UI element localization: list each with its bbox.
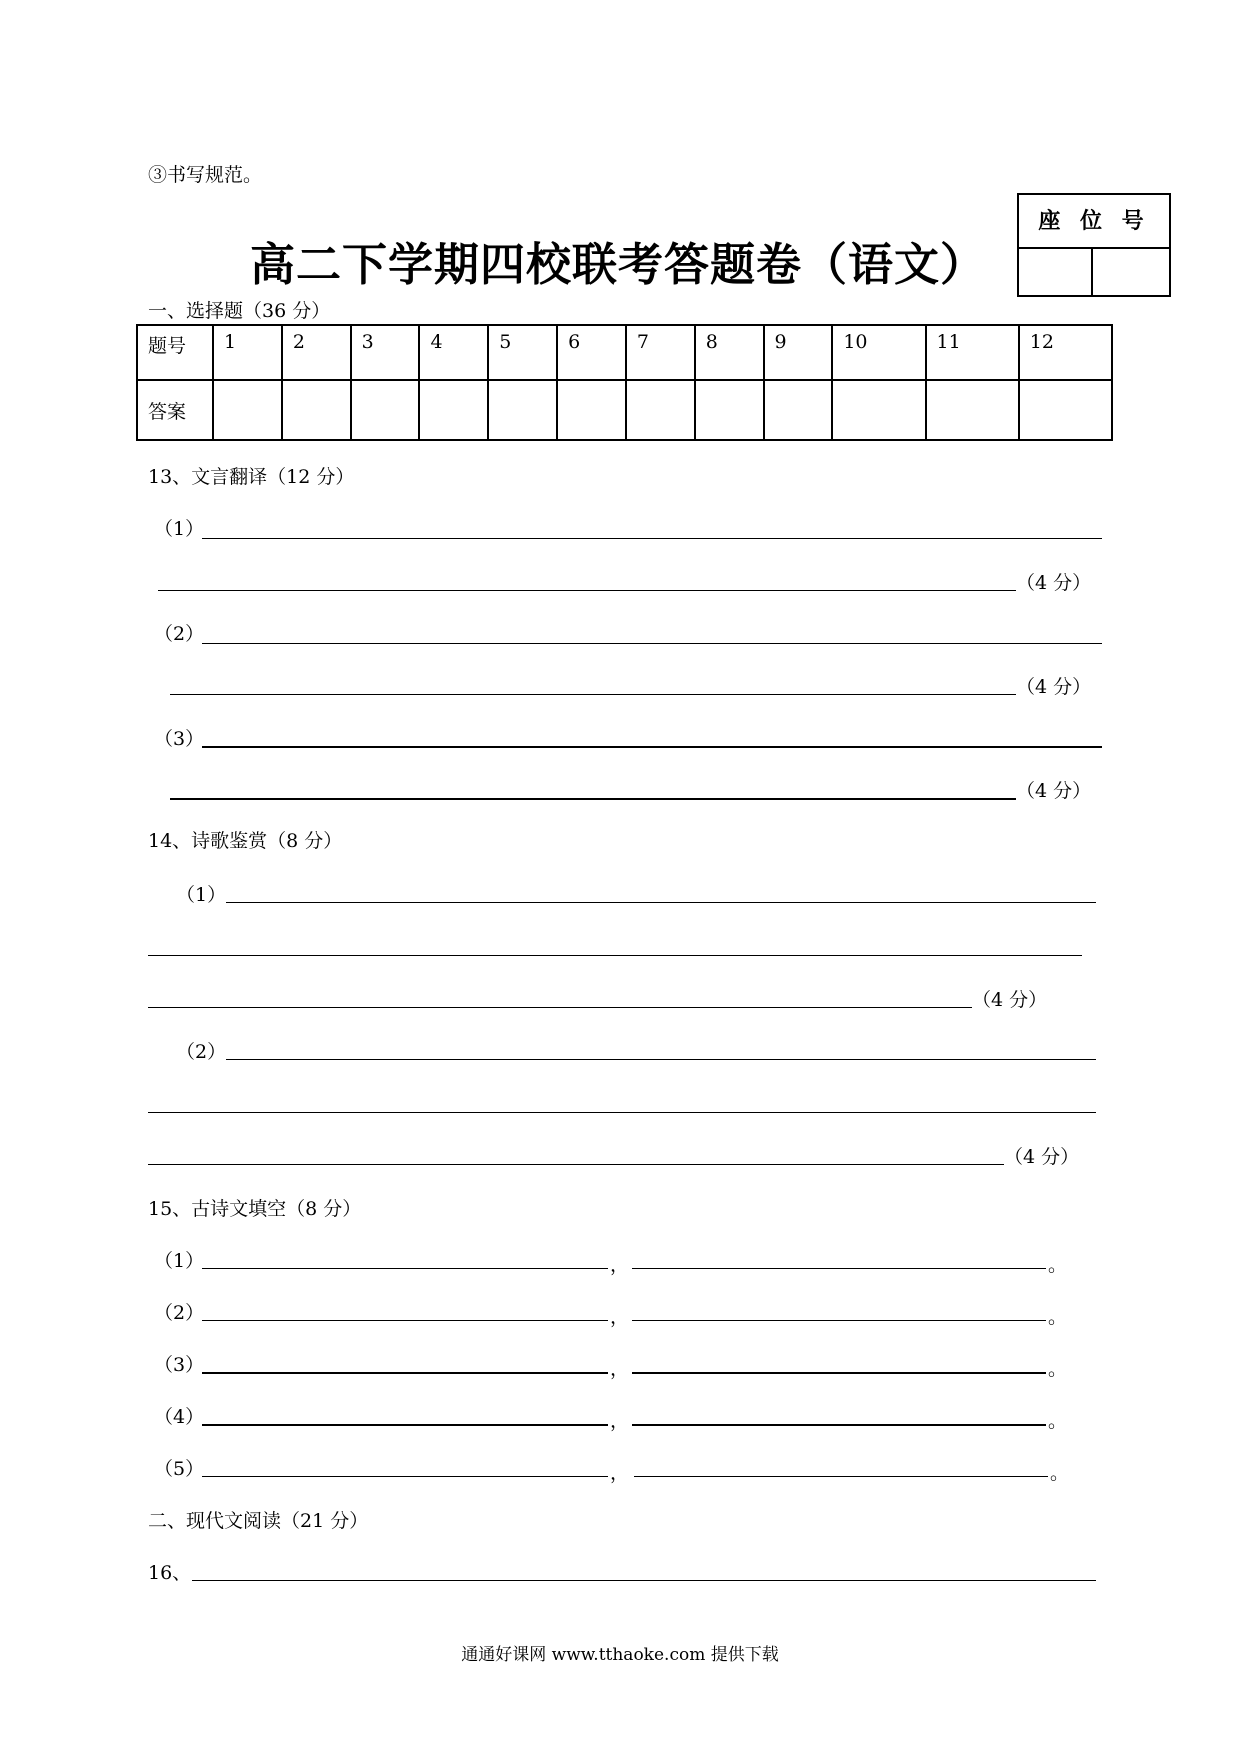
q16-line-1[interactable] bbox=[192, 1580, 1096, 1581]
q13-item-2-line-1[interactable] bbox=[202, 643, 1102, 644]
q14-item-2-line-2[interactable] bbox=[148, 1112, 1096, 1113]
q14-item-2-score: （4 分） bbox=[1004, 1146, 1080, 1168]
q13-item-2-label: （2） bbox=[154, 623, 205, 645]
answer-cell[interactable] bbox=[351, 380, 420, 440]
section1-heading: 一、选择题（36 分） bbox=[148, 300, 331, 322]
answer-row bbox=[137, 380, 1112, 440]
q14-item-2-line-1[interactable] bbox=[226, 1059, 1096, 1060]
q13-item-1-label: （1） bbox=[154, 518, 205, 540]
question-number-cell: 5 bbox=[488, 325, 557, 380]
q15-item-4-blank-b[interactable] bbox=[632, 1424, 1046, 1426]
question-number-cell: 11 bbox=[926, 325, 1019, 380]
q15-item-1-blank-a[interactable] bbox=[202, 1268, 608, 1269]
q15-item-1-comma: ， bbox=[610, 1254, 630, 1276]
section2-heading: 二、现代文阅读（21 分） bbox=[148, 1510, 369, 1532]
q14-item-1-line-3[interactable] bbox=[148, 1007, 972, 1008]
seat-number-box bbox=[1017, 193, 1171, 297]
q15-item-1-period: 。 bbox=[1048, 1254, 1068, 1276]
answer-cell[interactable] bbox=[419, 380, 488, 440]
q13-item-1-line-1[interactable] bbox=[202, 538, 1102, 539]
answer-cell[interactable] bbox=[282, 380, 351, 440]
question-number-cell: 4 bbox=[419, 325, 488, 380]
q13-item-3-score: （4 分） bbox=[1016, 780, 1092, 802]
q15-item-4-blank-a[interactable] bbox=[202, 1424, 608, 1426]
q15-item-2-period: 。 bbox=[1048, 1306, 1068, 1328]
q13-item-1-score: （4 分） bbox=[1016, 572, 1092, 594]
question-number-cell: 9 bbox=[764, 325, 833, 380]
answer-cell[interactable] bbox=[764, 380, 833, 440]
q14-item-2-label: （2） bbox=[176, 1041, 227, 1063]
answer-cell[interactable] bbox=[213, 380, 282, 440]
q15-item-5-comma: ， bbox=[610, 1462, 630, 1484]
question-number-header: 题号 bbox=[137, 325, 213, 380]
q15-item-4-comma: ， bbox=[610, 1410, 630, 1432]
q13-item-2-score: （4 分） bbox=[1016, 676, 1092, 698]
question-number-cell: 12 bbox=[1019, 325, 1112, 380]
q14-item-1-line-1[interactable] bbox=[226, 902, 1096, 903]
answer-cell[interactable] bbox=[1019, 380, 1112, 440]
answer-cell[interactable] bbox=[832, 380, 925, 440]
q15-item-5-label: （5） bbox=[154, 1458, 205, 1480]
page-title: 高二下学期四校联考答题卷（语文） bbox=[250, 238, 987, 291]
q15-item-1-label: （1） bbox=[154, 1250, 205, 1272]
q14-heading: 14、诗歌鉴赏（8 分） bbox=[148, 830, 343, 852]
question-number-cell: 10 bbox=[832, 325, 925, 380]
q13-item-3-label: （3） bbox=[154, 728, 205, 750]
q15-item-3-blank-a[interactable] bbox=[202, 1372, 608, 1374]
q15-item-4-period: 。 bbox=[1048, 1410, 1068, 1432]
q15-item-4-label: （4） bbox=[154, 1406, 205, 1428]
q13-item-3-line-1[interactable] bbox=[202, 746, 1102, 748]
question-number-cell: 6 bbox=[557, 325, 626, 380]
q13-heading: 13、文言翻译（12 分） bbox=[148, 466, 355, 488]
q15-item-2-label: （2） bbox=[154, 1302, 205, 1324]
q14-item-1-score: （4 分） bbox=[972, 989, 1048, 1011]
seat-number-label: 座 位 号 bbox=[1019, 195, 1169, 249]
q14-item-1-line-2[interactable] bbox=[148, 955, 1082, 956]
footer-credit: 通通好课网 www.tthaoke.com 提供下载 bbox=[461, 1645, 779, 1665]
q13-item-3-line-2[interactable] bbox=[170, 798, 1016, 800]
question-number-cell: 7 bbox=[626, 325, 695, 380]
q15-item-3-label: （3） bbox=[154, 1354, 205, 1376]
question-number-cell: 3 bbox=[351, 325, 420, 380]
q14-item-1-label: （1） bbox=[176, 884, 227, 906]
q15-item-3-blank-b[interactable] bbox=[632, 1372, 1046, 1374]
answer-cell[interactable] bbox=[488, 380, 557, 440]
answer-header: 答案 bbox=[137, 380, 213, 440]
answer-cell[interactable] bbox=[626, 380, 695, 440]
q15-item-1-blank-b[interactable] bbox=[632, 1268, 1046, 1269]
q13-item-2-line-2[interactable] bbox=[170, 694, 1016, 695]
question-number-cell: 8 bbox=[695, 325, 764, 380]
multiple-choice-answer-table bbox=[136, 324, 1113, 441]
question-number-cell: 1 bbox=[213, 325, 282, 380]
q15-item-3-comma: ， bbox=[610, 1358, 630, 1380]
q15-item-5-blank-b[interactable] bbox=[634, 1476, 1048, 1477]
q15-heading: 15、古诗文填空（8 分） bbox=[148, 1198, 362, 1220]
q15-item-2-blank-a[interactable] bbox=[202, 1320, 608, 1321]
q15-item-5-blank-a[interactable] bbox=[202, 1476, 608, 1477]
seat-number-divider bbox=[1091, 249, 1093, 295]
q15-item-5-period: 。 bbox=[1050, 1462, 1070, 1484]
q15-item-3-period: 。 bbox=[1048, 1358, 1068, 1380]
q14-item-2-line-3[interactable] bbox=[148, 1164, 1004, 1165]
answer-cell[interactable] bbox=[926, 380, 1019, 440]
answer-cell[interactable] bbox=[557, 380, 626, 440]
answer-cell[interactable] bbox=[695, 380, 764, 440]
q15-item-2-blank-b[interactable] bbox=[632, 1320, 1046, 1321]
question-number-row bbox=[137, 325, 1112, 380]
q13-item-1-line-2[interactable] bbox=[158, 590, 1016, 591]
q16-label: 16、 bbox=[148, 1562, 192, 1584]
q15-item-2-comma: ， bbox=[610, 1306, 630, 1328]
question-number-cell: 2 bbox=[282, 325, 351, 380]
header-note: ③书写规范。 bbox=[148, 164, 263, 186]
